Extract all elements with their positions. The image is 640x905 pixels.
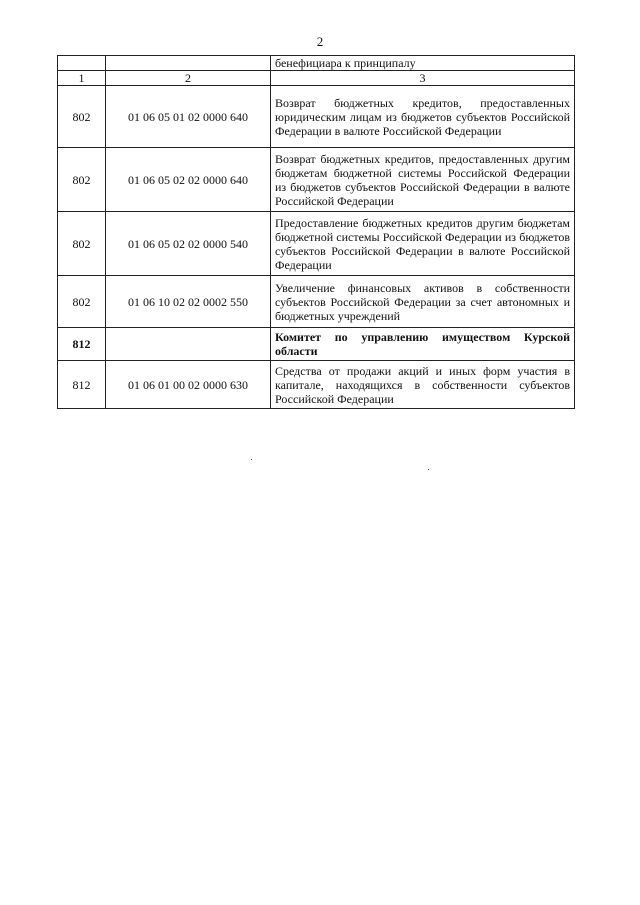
source-code: 01 06 05 01 02 0000 640 [106, 86, 271, 148]
source-name: Комитет по управлению имуществом Курской области [271, 328, 575, 361]
admin-code: 802 [58, 212, 106, 276]
header-col-1: 1 [58, 71, 106, 86]
scan-speck [251, 459, 252, 460]
source-name: Увеличение финансовых активов в собственности субъектов Российской Федерации за счет автономных и бюджетных учреждений [271, 276, 575, 328]
source-name: Возврат бюджетных кредитов, предоставленных юридическим лицам из бюджетов субъектов Российской Федерации в валюте Российской Федерации [271, 86, 575, 148]
admin-code: 802 [58, 86, 106, 148]
table-row [58, 361, 575, 409]
admin-code: 802 [58, 276, 106, 328]
source-code: 01 06 05 02 02 0000 540 [106, 212, 271, 276]
admin-code: 812 [58, 328, 106, 361]
table-row [58, 86, 575, 148]
source-code: 01 06 01 00 02 0000 630 [106, 361, 271, 409]
table-row [58, 212, 575, 276]
source-code: 01 06 05 02 02 0000 640 [106, 148, 271, 212]
source-name: Средства от продажи акций и иных форм участия в капитале, находящихся в собственности субъектов Российской Федерации [271, 361, 575, 409]
continuation-row [58, 56, 575, 71]
continuation-cell-2 [106, 56, 271, 71]
header-col-3: 3 [271, 71, 575, 86]
header-col-2: 2 [106, 71, 271, 86]
continuation-cell-1 [58, 56, 106, 71]
sources-table [57, 55, 575, 409]
page-number: 2 [316, 34, 324, 49]
source-name: Возврат бюджетных кредитов, предоставленных другим бюджетам бюджетной системы Российской Федерации из бюджетов субъектов Российской Федерации в валюте Российской Федерации [271, 148, 575, 212]
source-code [106, 328, 271, 361]
source-code: 01 06 10 02 02 0002 550 [106, 276, 271, 328]
admin-code: 812 [58, 361, 106, 409]
scan-speck [428, 469, 429, 470]
continuation-text: бенефициара к принципалу [271, 56, 575, 71]
table-row [58, 148, 575, 212]
header-row [58, 71, 575, 86]
admin-code: 802 [58, 148, 106, 212]
source-name: Предоставление бюджетных кредитов другим бюджетам бюджетной системы Российской Федерации из бюджетов субъектов Российской Федерации в валюте Российской Федерации [271, 212, 575, 276]
table-row [58, 276, 575, 328]
table-row-committee [58, 328, 575, 361]
